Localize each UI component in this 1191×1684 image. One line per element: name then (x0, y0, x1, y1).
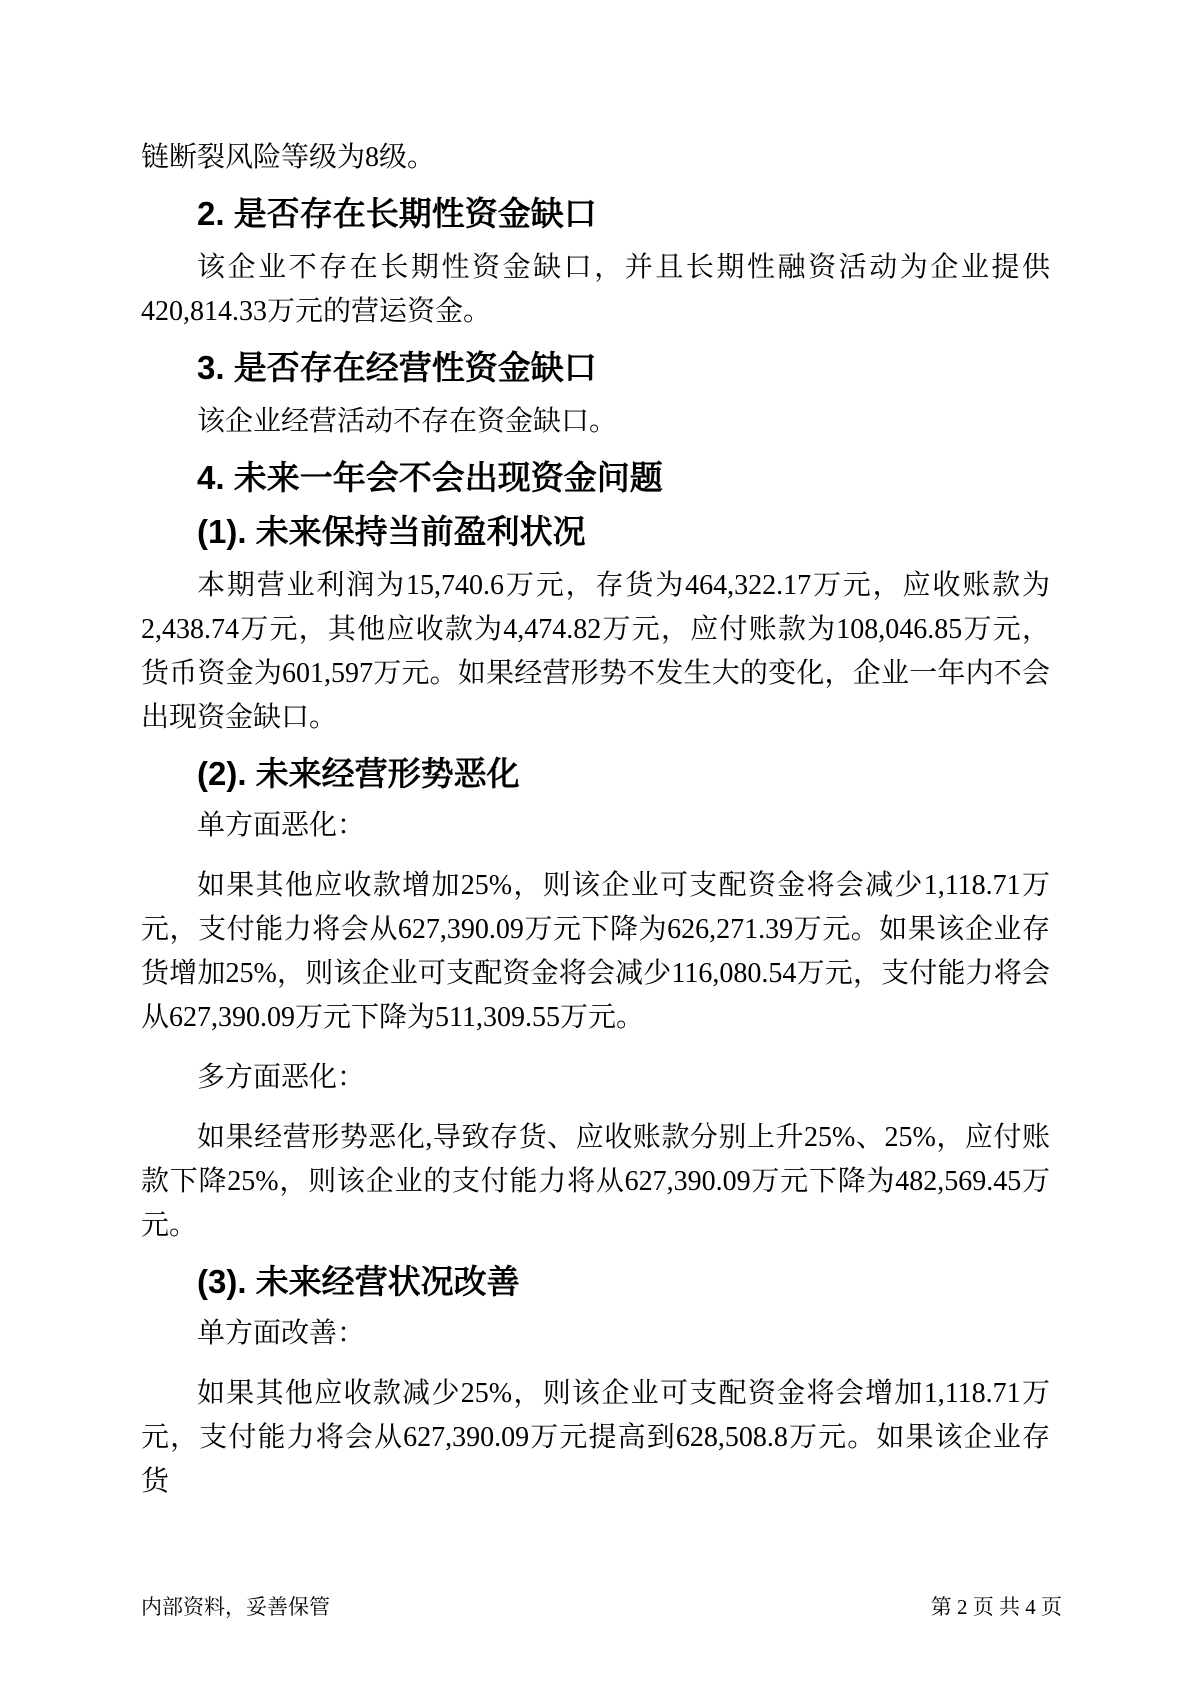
single-improvement-paragraph: 如果其他应收款减少25%，则该企业可支配资金将会增加1,118.71万元，支付能力将会从627,390.09万元提高到628,508.8万元。如果该企业存货 (141, 1378, 1050, 1497)
single-deterioration-paragraph: 如果其他应收款增加25%，则该企业可支配资金将会减少1,118.71万元，支付能力将会从627,390.09万元下降为626,271.39万元。如果该企业存货增加25%，则该企业可支配资金将会减少116,080.54万元，支付能力将会从627,390.09万元下降为511,309.55万元。 (141, 870, 1050, 1033)
page-footer (141, 1592, 1062, 1622)
single-improvement-label: 单方面改善： (197, 1318, 366, 1349)
section-2-paragraph: 该企业不存在长期性资金缺口，并且长期性融资活动为企业提供420,814.33万元的营运资金。 (141, 252, 1050, 327)
section-4-heading: 4. 未来一年会不会出现资金问题 (197, 459, 663, 496)
carryover-paragraph: 链断裂风险等级为8级。 (141, 142, 436, 173)
section-2-heading: 2. 是否存在长期性资金缺口 (197, 195, 597, 232)
section-4-1-heading: (1). 未来保持当前盈利状况 (197, 513, 586, 550)
section-4-2-heading: (2). 未来经营形势恶化 (197, 755, 520, 792)
section-3-heading: 3. 是否存在经营性资金缺口 (197, 349, 597, 386)
footer-page-number: 第 2 页 共 4 页 (930, 1595, 1062, 1619)
section-3-paragraph: 该企业经营活动不存在资金缺口。 (197, 406, 618, 437)
footer-confidential-note: 内部资料，妥善保管 (141, 1595, 330, 1619)
single-deterioration-label: 单方面恶化： (197, 810, 366, 841)
section-4-1-paragraph: 本期营业利润为15,740.6万元，存货为464,322.17万元，应收账款为2,438.74万元，其他应收款为4,474.82万元，应付账款为108,046.85万元，货币资金为601,597万元。如果经营形势不发生大的变化，企业一年内不会出现资金缺口。 (141, 570, 1050, 733)
multi-deterioration-label: 多方面恶化： (197, 1062, 366, 1093)
multi-deterioration-paragraph: 如果经营形势恶化,导致存货、应收账款分别上升25%、25%，应付账款下降25%，则该企业的支付能力将从627,390.09万元下降为482,569.45万元。 (141, 1122, 1050, 1241)
section-4-3-heading: (3). 未来经营状况改善 (197, 1263, 520, 1300)
document-content (141, 136, 1050, 1504)
